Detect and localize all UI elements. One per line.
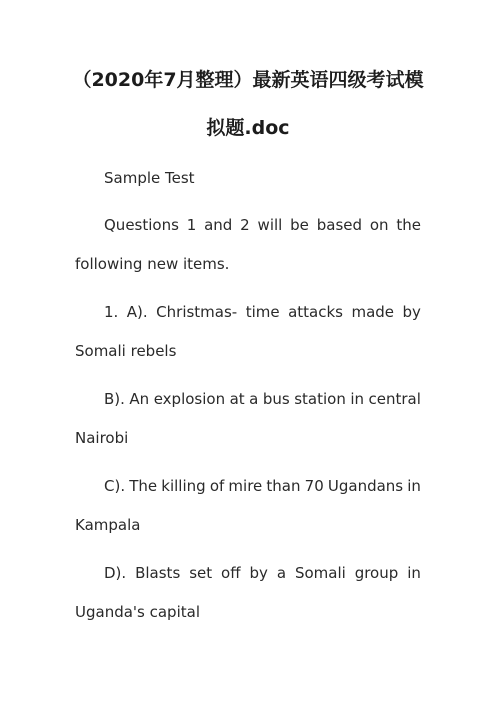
- word: by: [402, 303, 421, 321]
- word: on: [369, 216, 389, 234]
- word: will: [257, 216, 283, 234]
- word: Blasts: [135, 564, 181, 582]
- option-paragraph-d: [75, 554, 421, 632]
- word: Christmas-: [156, 303, 238, 321]
- word: a: [249, 390, 259, 408]
- word: be: [290, 216, 309, 234]
- word: and: [204, 216, 233, 234]
- option-c-line-1: [75, 467, 421, 506]
- document-title-line-2: 拟题.doc: [206, 117, 290, 139]
- intro-line-1: [75, 206, 421, 245]
- word: killing: [161, 477, 206, 495]
- word: mire: [228, 477, 263, 495]
- word: in: [407, 564, 421, 582]
- option-c-line-2: Kampala: [75, 516, 141, 534]
- word: station: [294, 390, 346, 408]
- word: central: [368, 390, 421, 408]
- option-a-line-1: [75, 293, 421, 332]
- word: Somali: [294, 564, 346, 582]
- word: in: [407, 477, 421, 495]
- word: of: [209, 477, 225, 495]
- word: group: [354, 564, 399, 582]
- option-b-line-2: Nairobi: [75, 429, 129, 447]
- word: bus: [262, 390, 290, 408]
- word: a: [276, 564, 287, 582]
- word: 70: [304, 477, 324, 495]
- word: Ugandans: [327, 477, 404, 495]
- word: time: [245, 303, 280, 321]
- word: B).: [104, 390, 125, 408]
- word: based: [316, 216, 363, 234]
- word: D).: [104, 564, 127, 582]
- word: off: [221, 564, 241, 582]
- word: made: [351, 303, 395, 321]
- word: the: [396, 216, 421, 234]
- word: 1: [186, 216, 197, 234]
- word: by: [249, 564, 268, 582]
- option-d-line-2: Uganda's capital: [75, 603, 200, 621]
- option-paragraph-c: [75, 467, 421, 545]
- heading-text: Sample Test: [104, 169, 195, 187]
- word: An: [129, 390, 150, 408]
- word: A).: [126, 303, 148, 321]
- word: 1.: [104, 303, 119, 321]
- word: than: [266, 477, 301, 495]
- word: Questions: [104, 216, 179, 234]
- section-heading: [75, 159, 421, 198]
- word: 2: [240, 216, 250, 234]
- option-b-line-1: [75, 380, 421, 419]
- option-paragraph-a: [75, 293, 421, 371]
- intro-line-2: following new items.: [75, 255, 230, 273]
- word: The: [129, 477, 158, 495]
- intro-paragraph: [75, 206, 421, 284]
- document-title-line-1: （2020年7月整理）最新英语四级考试模: [72, 69, 424, 91]
- option-a-line-2: Somali rebels: [75, 342, 177, 360]
- option-d-line-1: [75, 554, 421, 593]
- word: explosion: [153, 390, 226, 408]
- word: set: [189, 564, 213, 582]
- word: at: [229, 390, 245, 408]
- word: attacks: [288, 303, 343, 321]
- option-paragraph-b: [75, 380, 421, 458]
- word: C).: [104, 477, 126, 495]
- word: in: [350, 390, 365, 408]
